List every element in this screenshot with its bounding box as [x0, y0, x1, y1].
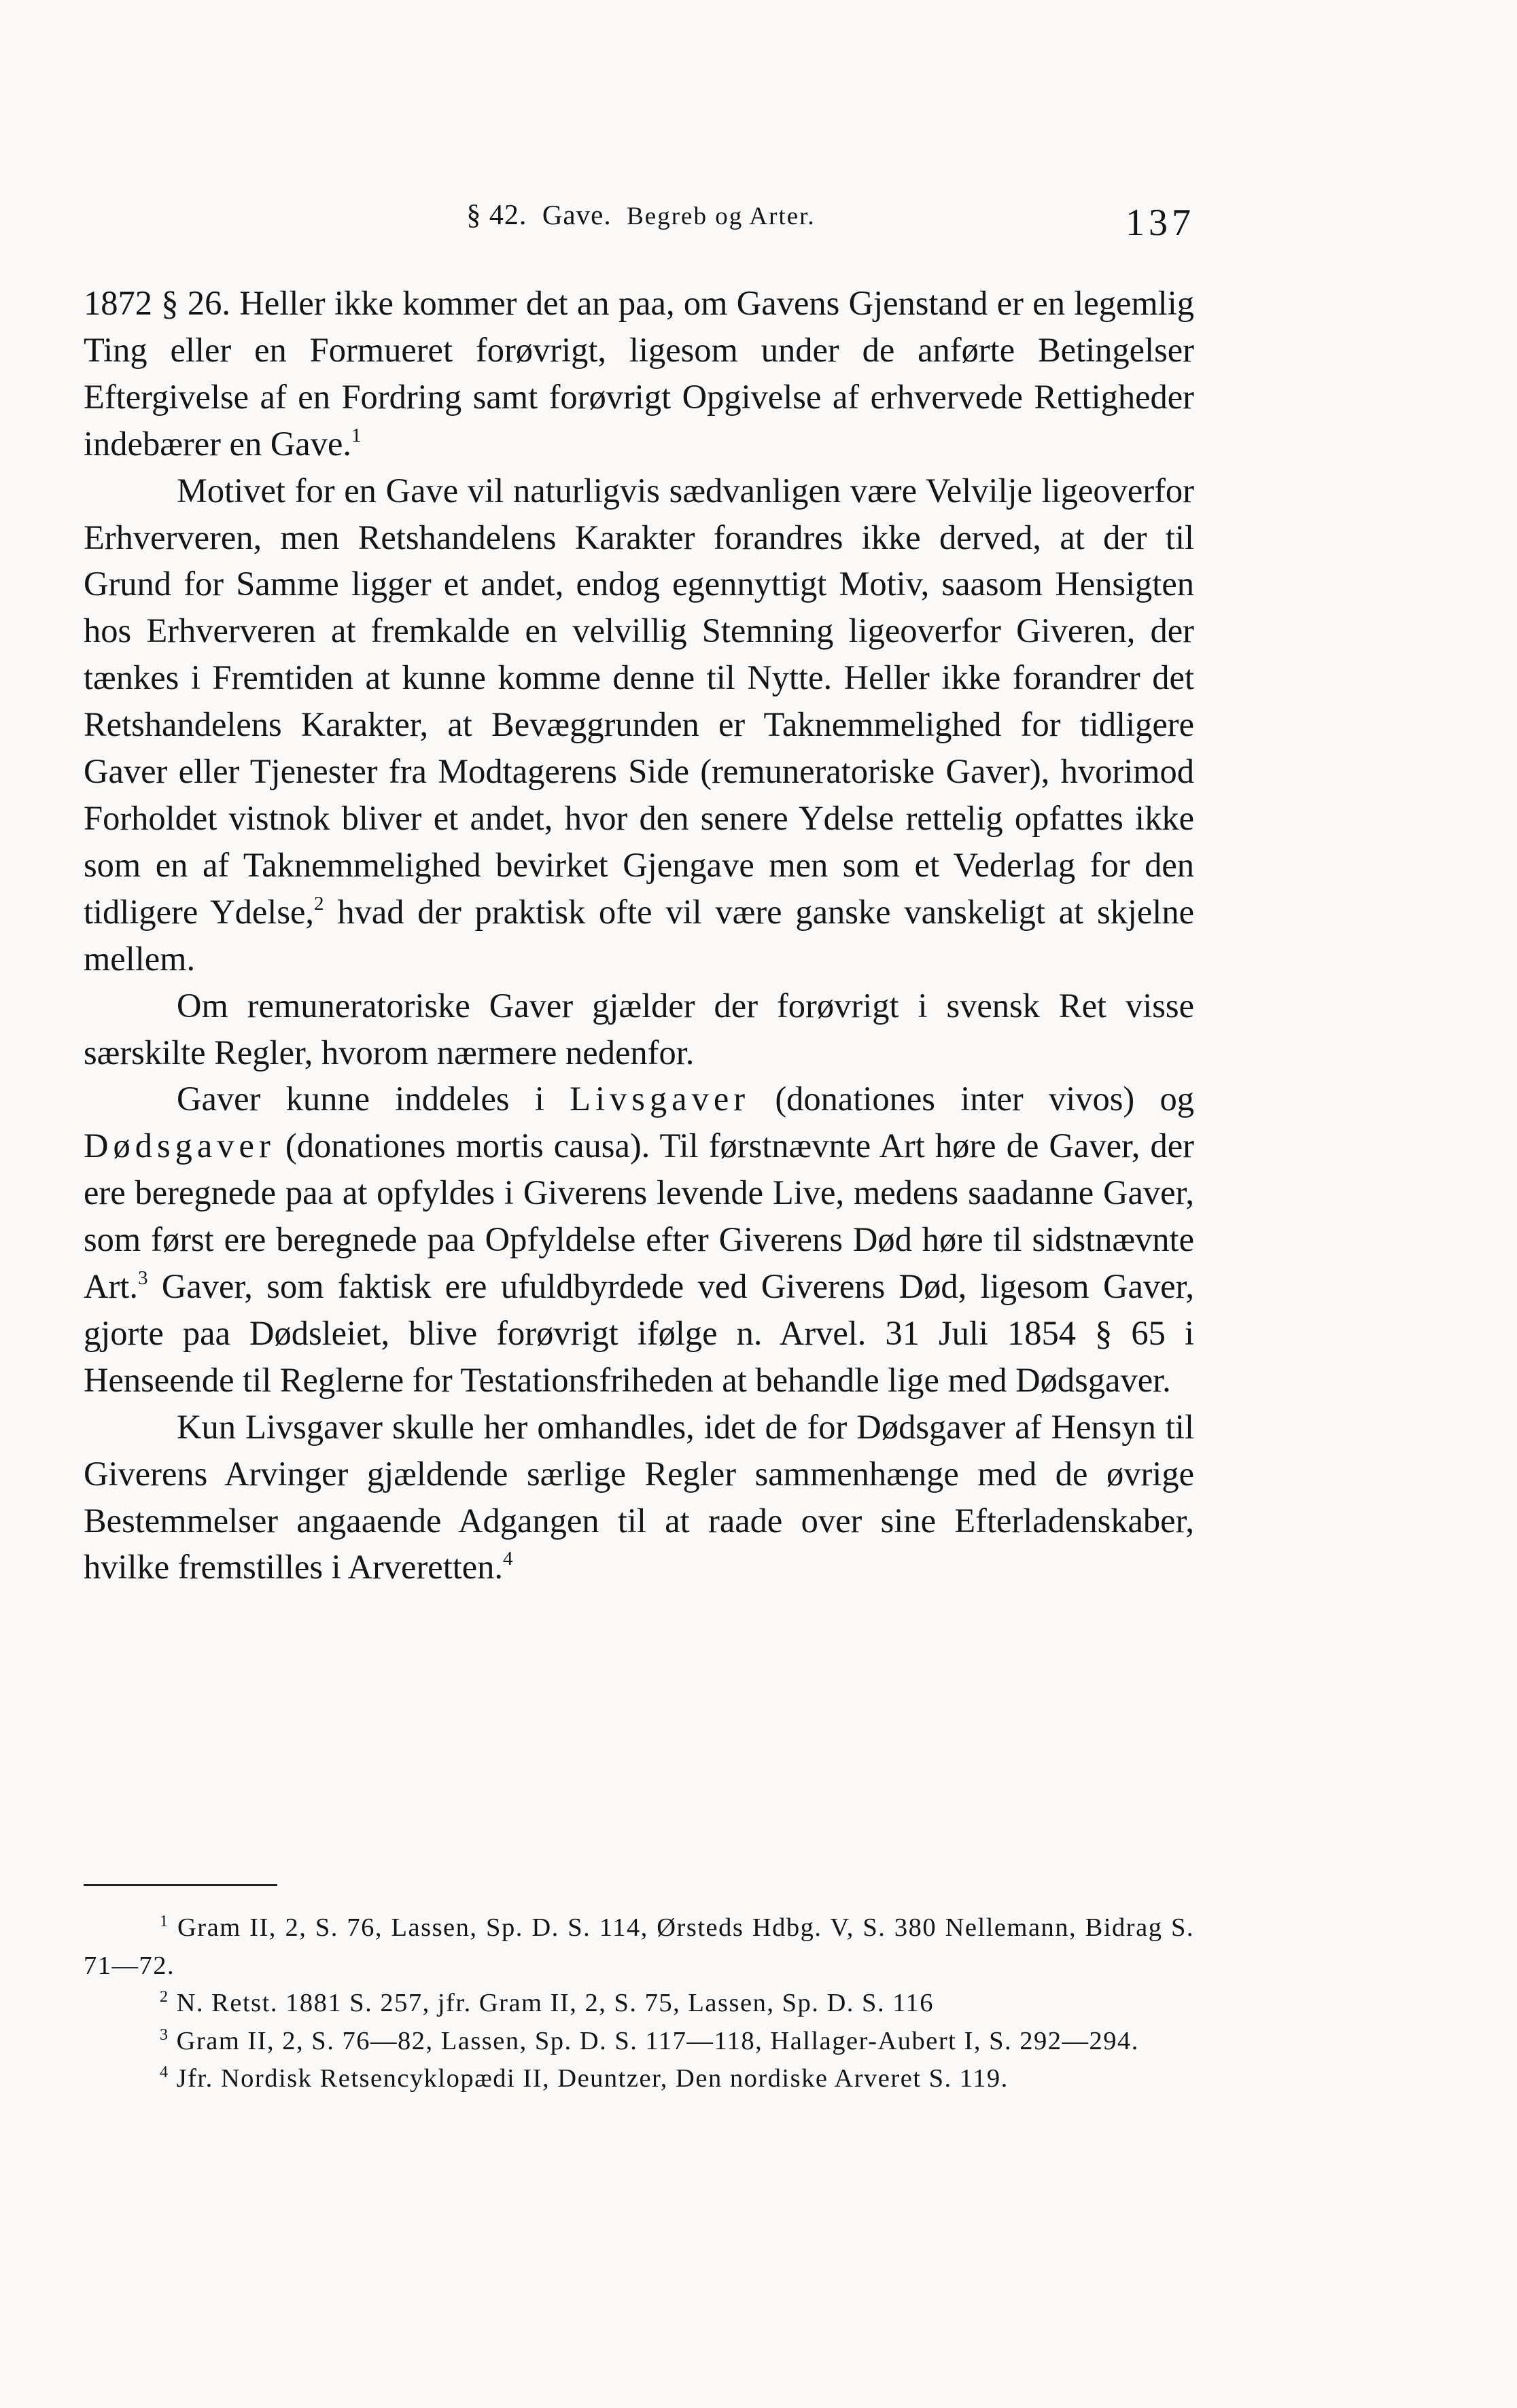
footnote-reference: 3	[137, 1267, 148, 1290]
paragraph	[84, 280, 1194, 467]
paragraph	[84, 982, 1194, 1076]
footnote-reference: 4	[503, 1548, 513, 1570]
text-run: Gaver kunne inddeles i	[177, 1080, 570, 1118]
footnote-mark: 1	[160, 1913, 169, 1930]
text-run: 1872 § 26. Heller ikke kommer det an paa, om Gavens Gjenstand er en legemlig Ting eller en Formueret forøvrigt, ligesom under de anførte Betingelser Eftergivelse af en Fordring samt forøvrigt Opgivelse af erhvervede Rettigheder indebærer en Gave.	[84, 284, 1194, 463]
text-run: Motivet for en Gave vil naturligvis sædvanligen være Velvilje ligeoverfor Erhververen, men Retshandelens Karakter forandres ikke derved, at der til Grund for Samme ligger et andet, endog egennyttigt Motiv, saasom Hensigten hos Erhververen at fremkalde en velvillig Stemning ligeoverfor Giveren, der tænkes i Fremtiden at kunne komme denne til Nytte. Heller ikke forandrer det Retshandelens Karakter, at Bevæggrunden er Taknemmelighed for tidligere Gaver eller Tjenester fra Modtagerens Side (remuneratoriske Gaver), hvorimod Forholdet vistnok bliver et andet, hvor den senere Ydelse rettelig opfattes ikke som en af Taknemmelighed bevirket Gjengave men som et Vederlag for den tidligere Ydelse,	[84, 471, 1194, 931]
footnote	[84, 2023, 1194, 2061]
text-run: hvad der praktisk ofte vil være ganske vanskeligt at skjelne mellem.	[84, 892, 1195, 978]
text-run: Kun Livsgaver skulle her omhandles, idet de for Dødsgaver af Hensyn til Giverens Arvinger gjældende særlige Regler sammenhænge med de øvrige Bestemmelser angaaende Adgangen til at raade over sine Efterladenskaber, hvilke fremstilles i Arveretten.	[84, 1407, 1194, 1587]
footnote-mark: 3	[160, 2025, 169, 2044]
footnote-mark: 2	[160, 1988, 169, 2006]
footnote-reference: 1	[351, 424, 362, 446]
paragraph	[84, 1076, 1194, 1403]
footnote-reference: 2	[314, 892, 324, 915]
footnotes	[84, 1909, 1194, 2098]
paragraph	[84, 467, 1194, 982]
paragraph	[84, 1404, 1194, 1591]
footnote-text: Gram II, 2, S. 76, Lassen, Sp. D. S. 114, Ørsteds Hdbg. V, S. 380 Nellemann, Bidrag S. 71—72.	[84, 1913, 1194, 1980]
section-title: Gave.	[542, 199, 612, 230]
footnote-divider	[84, 1884, 277, 1886]
footnote-text: Gram II, 2, S. 76—82, Lassen, Sp. D. S. 117—118, Hallager-Aubert I, S. 292—294.	[169, 2026, 1139, 2055]
footnote	[84, 1985, 1194, 2023]
body-text	[84, 280, 1194, 1591]
spaced-term: Livsgaver	[570, 1080, 750, 1118]
text-run: (donationes mortis causa). Til førstnævnte Art høre de Gaver, der ere beregnede paa at opfyldes i Giverens levende Live, medens saadanne Gaver, som først ere beregnede paa Opfyldelse efter Giverens Død høre til sidstnævnte Art.	[84, 1127, 1194, 1306]
page-number: 137	[1126, 202, 1195, 244]
spaced-term: Dødsgaver	[84, 1127, 275, 1165]
footnote-text: Jfr. Nordisk Retsencyklopædi II, Deuntzer, Den nordiske Arveret S. 119.	[169, 2064, 1009, 2093]
footnote	[84, 1909, 1194, 1985]
running-header	[87, 198, 1195, 253]
header-title-line	[87, 198, 1195, 232]
footnote-mark: 4	[160, 2064, 169, 2081]
text-run: (donationes inter vivos) og	[750, 1080, 1195, 1118]
text-run: Om remuneratoriske Gaver gjælder der forøvrigt i svensk Ret visse særskilte Regler, hvorom nærmere nedenfor.	[84, 986, 1194, 1072]
footnote-text: N. Retst. 1881 S. 257, jfr. Gram II, 2, S. 75, Lassen, Sp. D. S. 116	[169, 1989, 935, 2017]
footnote	[84, 2060, 1194, 2098]
text-run: Gaver, som faktisk ere ufuldbyrdede ved Giverens Død, ligesom Gaver, gjorte paa Dødsleiet, blive forøvrigt ifølge n. Arvel. 31 Juli 1854 § 65 i Henseende til Reglerne for Testationsfriheden at behandle lige med Dødsgaver.	[84, 1267, 1194, 1399]
section-number: § 42.	[466, 200, 527, 231]
section-subtitle: Begreb og Arter.	[627, 202, 816, 230]
